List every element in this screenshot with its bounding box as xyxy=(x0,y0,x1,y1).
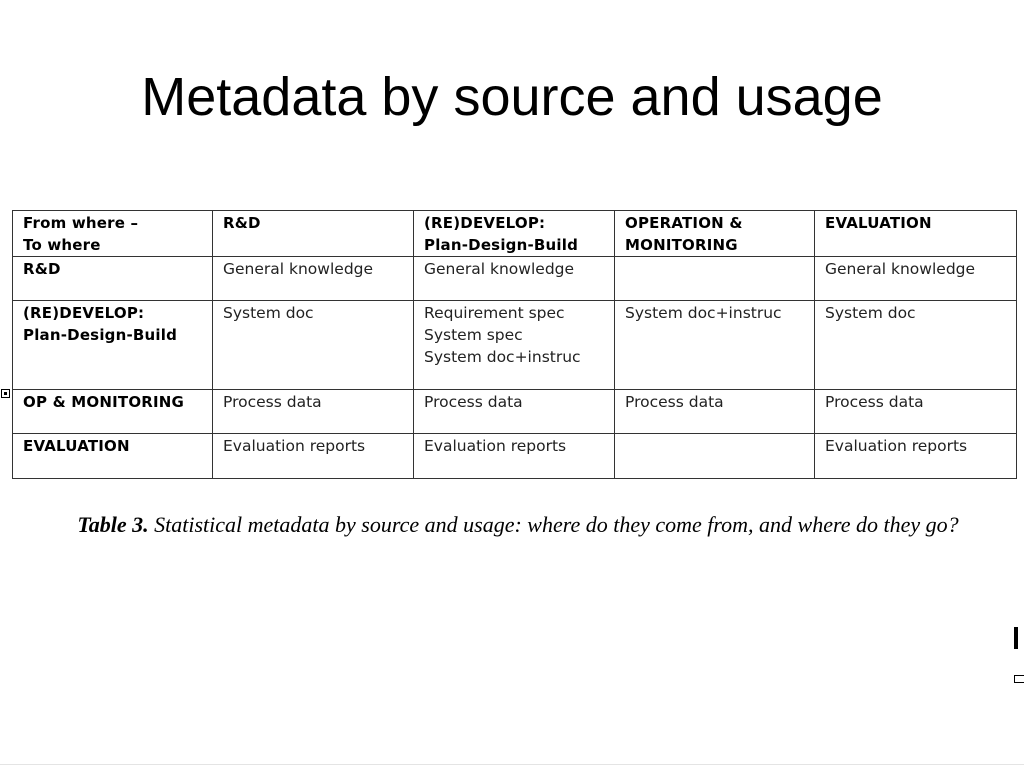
table-cell: Evaluation reports xyxy=(414,434,615,479)
table-cell: General knowledge xyxy=(414,257,615,301)
table-cell: Process data xyxy=(615,390,815,434)
table-header-row xyxy=(13,211,1017,257)
table-cell xyxy=(615,434,815,479)
column-header: (RE)DEVELOP: Plan-Design-Build xyxy=(414,211,615,257)
column-header: OPERATION & MONITORING xyxy=(615,211,815,257)
table-row xyxy=(13,301,1017,390)
table-cell: System doc xyxy=(213,301,414,390)
row-header: OP & MONITORING xyxy=(13,390,213,434)
row-header: EVALUATION xyxy=(13,434,213,479)
slide-title: Metadata by source and usage xyxy=(141,67,883,127)
metadata-table xyxy=(12,210,1017,479)
column-header: EVALUATION xyxy=(815,211,1017,257)
resize-handle-mark xyxy=(1014,627,1018,649)
table-cell: Requirement spec System spec System doc+instruc xyxy=(414,301,615,390)
table-caption xyxy=(20,509,1016,540)
table-cell: Evaluation reports xyxy=(213,434,414,479)
table-cell: System doc+instruc xyxy=(615,301,815,390)
corner-header: From where – To where xyxy=(13,211,213,257)
table-row xyxy=(13,257,1017,301)
table-cell: System doc xyxy=(815,301,1017,390)
table-row xyxy=(13,434,1017,479)
table-cell: Process data xyxy=(815,390,1017,434)
row-header: R&D xyxy=(13,257,213,301)
table-cell xyxy=(615,257,815,301)
row-header: (RE)DEVELOP: Plan-Design-Build xyxy=(13,301,213,390)
anchor-icon xyxy=(1,389,10,398)
table-cell: Evaluation reports xyxy=(815,434,1017,479)
caption-text: Statistical metadata by source and usage: where do they come from, and where do they go? xyxy=(148,512,959,537)
column-header: R&D xyxy=(213,211,414,257)
figure-bottom-border xyxy=(0,764,1024,765)
resize-handle-corner xyxy=(1014,675,1024,683)
caption-label: Table 3. xyxy=(77,512,149,537)
table-cell: Process data xyxy=(414,390,615,434)
table-cell: Process data xyxy=(213,390,414,434)
table-cell: General knowledge xyxy=(815,257,1017,301)
table-cell: General knowledge xyxy=(213,257,414,301)
table-row xyxy=(13,390,1017,434)
